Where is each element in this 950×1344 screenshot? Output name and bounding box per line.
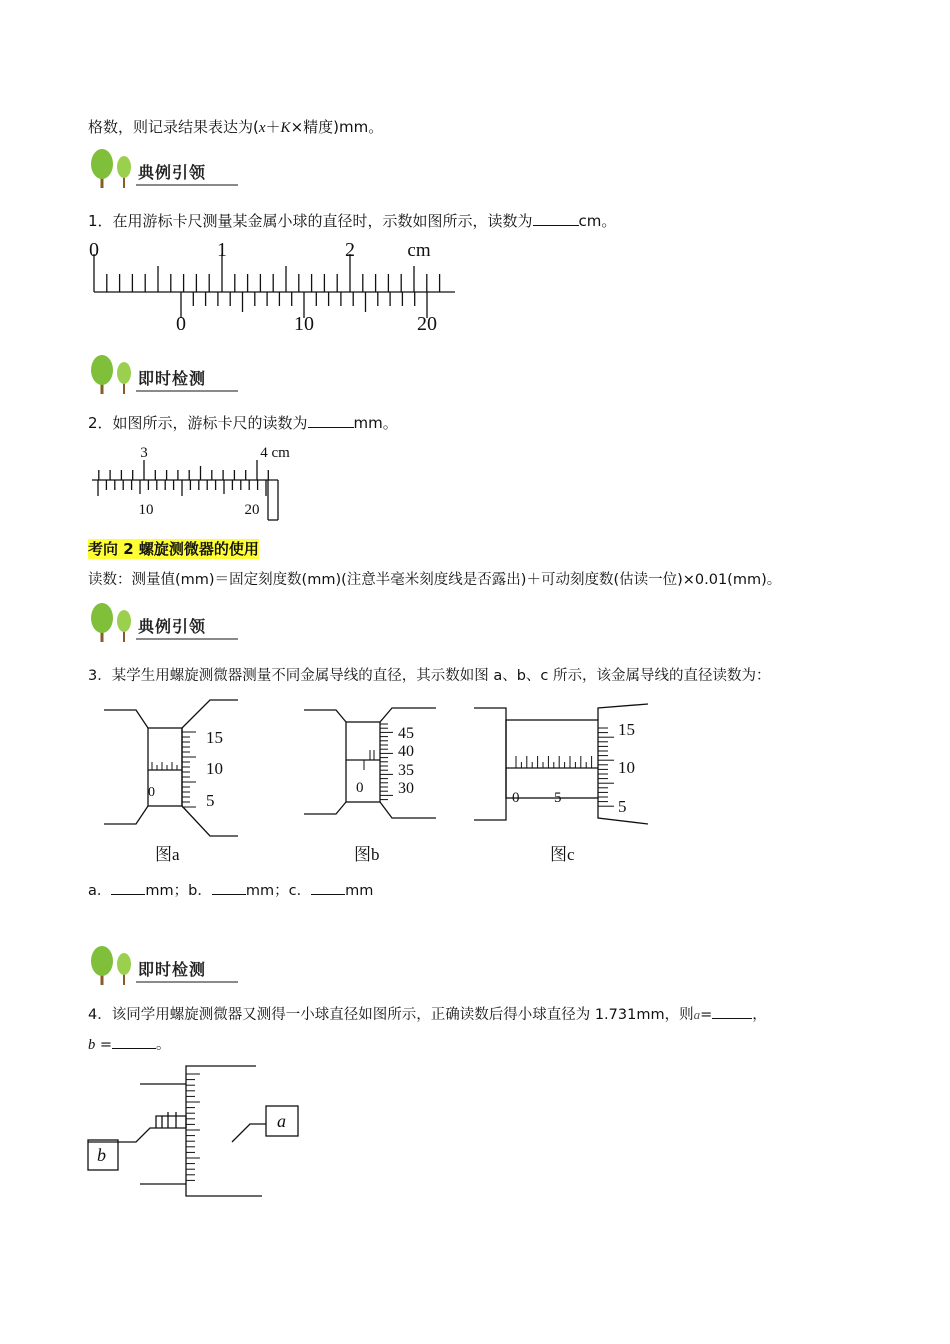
tree-icon <box>88 945 136 987</box>
equals: = <box>99 1037 113 1053</box>
question-2 <box>88 412 398 433</box>
thimble-label: 10 <box>206 759 223 778</box>
section-2-reading-rule: 读数：测量值(mm)＝固定刻度数(mm)(注意半毫米刻度线是否露出)＋可动刻度数(估读一位)×0.01(mm)。 <box>88 572 782 588</box>
figure-caption-b: 图b <box>354 845 380 864</box>
sleeve-label: 0 <box>512 790 520 806</box>
question-3-answers <box>88 879 373 900</box>
sleeve-label: 5 <box>554 790 562 806</box>
tree-icon <box>88 148 136 190</box>
micrometer-figure-a <box>100 698 250 844</box>
scale-label: 10 <box>294 313 314 335</box>
badge-label: 即时检测 <box>138 960 207 979</box>
question-4 <box>88 1003 767 1024</box>
answer-c-unit: mm <box>345 883 374 899</box>
answer-a-label: a． <box>88 883 112 899</box>
thimble-label: 40 <box>398 743 414 760</box>
answer-blank <box>311 880 345 895</box>
section-title-highlight: 考向 2 螺旋测微器的使用 <box>88 540 259 558</box>
answer-c-label: mm；c． <box>245 883 312 899</box>
sleeve-zero-label: 0 <box>356 780 364 796</box>
var-a: a <box>693 1007 701 1022</box>
comma: ， <box>752 1007 767 1023</box>
scale-label: 3 <box>140 445 148 461</box>
scale-label: 0 <box>89 239 99 261</box>
intro-prefix: 格数，则记录结果表达为( <box>88 118 259 136</box>
thimble-label: 15 <box>618 720 635 739</box>
plus-sign: ＋ <box>265 118 281 136</box>
micrometer-figure-c <box>472 700 654 828</box>
var-b: b <box>88 1037 96 1053</box>
answer-blank <box>712 1004 752 1019</box>
scale-label: 0 <box>176 313 186 335</box>
badge-underline <box>136 981 238 983</box>
badge-label: 典例引领 <box>138 617 207 636</box>
figure-caption-a: 图a <box>155 845 180 864</box>
thimble-label: 45 <box>398 725 414 742</box>
q2-text: 2．如图所示，游标卡尺的读数为 <box>88 414 308 432</box>
q1-text: 1．在用游标卡尺测量某金属小球的直径时，示数如图所示，读数为 <box>88 212 533 230</box>
badge-label: 典例引领 <box>138 163 207 182</box>
scale-label: cm <box>407 240 431 261</box>
question-4-line-2 <box>88 1033 171 1054</box>
badge-example-1 <box>88 148 238 190</box>
badge-check-1 <box>88 354 238 396</box>
badge-label: 即时检测 <box>138 369 207 388</box>
q2-unit: mm。 <box>353 414 398 432</box>
thimble-label: 5 <box>206 791 215 810</box>
period: 。 <box>156 1037 171 1053</box>
scale-label: 20 <box>417 313 437 335</box>
box-a-label: a <box>277 1111 286 1131</box>
thimble-label: 5 <box>618 797 627 816</box>
badge-underline <box>136 638 238 640</box>
sleeve-zero-label: 0 <box>148 785 155 800</box>
equals: = <box>700 1007 713 1023</box>
scale-label: 10 <box>138 502 154 518</box>
scale-label: 2 <box>345 239 355 261</box>
scale-label: 20 <box>244 502 260 518</box>
q1-unit: cm。 <box>578 212 617 230</box>
thimble-label: 30 <box>398 780 414 797</box>
answer-blank <box>533 211 579 226</box>
vernier-caliper-figure-2 <box>88 440 298 522</box>
intro-formula-line <box>88 116 383 137</box>
badge-underline <box>136 184 238 186</box>
vernier-caliper-figure-1 <box>85 236 465 336</box>
q4-text: 4．该同学用螺旋测微器又测得一小球直径如图所示，正确读数后得小球直径为 1.731mm，则 <box>88 1007 694 1023</box>
tree-icon <box>88 602 136 644</box>
answer-b-label: mm；b． <box>145 883 212 899</box>
question-3: 3．某学生用螺旋测微器测量不同金属导线的直径，其示数如图 a、b、c 所示，该金属导线的直径读数为： <box>88 668 771 684</box>
badge-underline <box>136 390 238 392</box>
question-1 <box>88 210 616 231</box>
answer-blank <box>212 880 246 895</box>
tree-icon <box>88 354 136 396</box>
thimble-label: 35 <box>398 762 414 779</box>
intro-suffix: ×精度)mm。 <box>290 118 384 136</box>
var-k: K <box>280 120 291 136</box>
answer-blank <box>112 1034 156 1049</box>
box-b-label: b <box>97 1145 106 1165</box>
badge-example-2 <box>88 602 238 644</box>
badge-check-2 <box>88 945 238 987</box>
var-x: x <box>258 120 266 136</box>
micrometer-figure-q4 <box>86 1062 306 1208</box>
thimble-label: 15 <box>206 728 223 747</box>
answer-blank <box>111 880 145 895</box>
micrometer-figure-b <box>302 700 442 824</box>
figure-caption-c: 图c <box>550 845 575 864</box>
section-2-title <box>88 538 259 559</box>
scale-label: 4 cm <box>260 445 290 461</box>
answer-blank <box>308 413 354 428</box>
thimble-label: 10 <box>618 758 635 777</box>
scale-label: 1 <box>217 239 227 261</box>
